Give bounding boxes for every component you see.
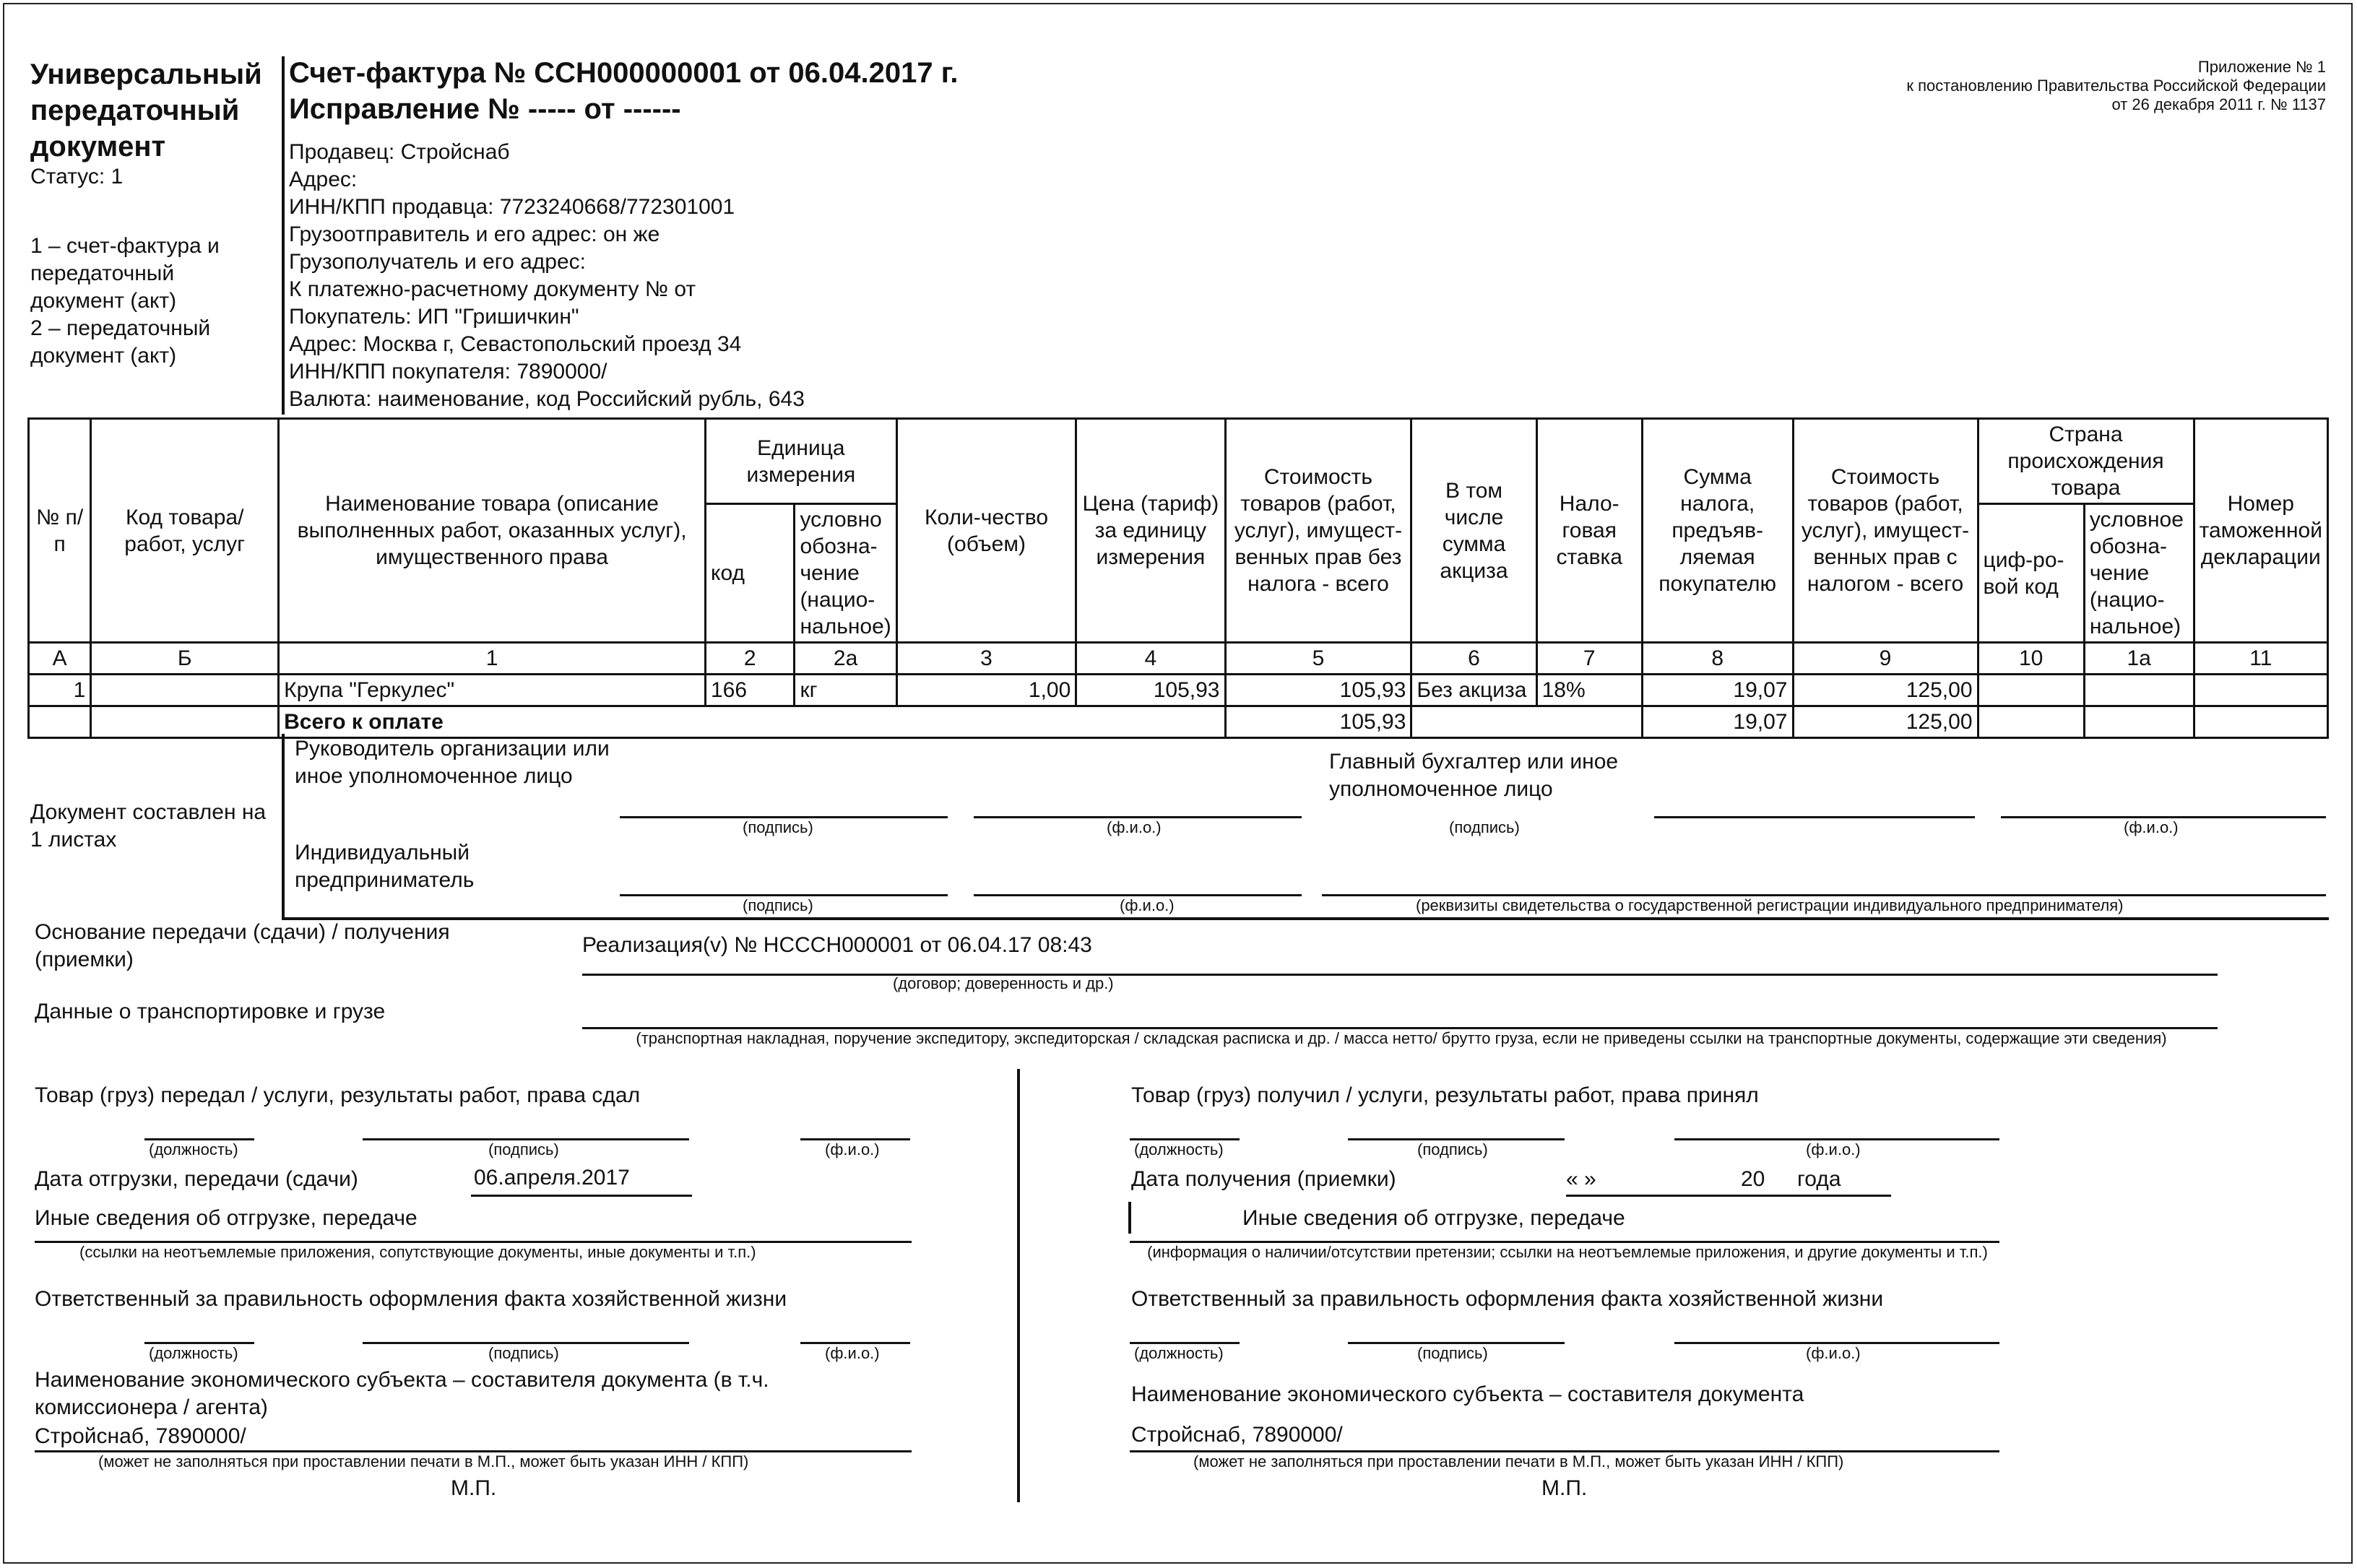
passed-label: Товар (груз) передал / услуги, результаты работ, права сдал — [35, 1083, 641, 1107]
seller-info-line: Покупатель: ИП "Гришичкин" — [289, 305, 579, 329]
index-cell: 4 — [1076, 643, 1225, 675]
seller-info-line: К платежно-расчетному документу № от — [289, 277, 696, 301]
receive-date-line — [1566, 1195, 1891, 1197]
left-other-caption: (ссылки на неотъемлемые приложения, сопутствующие документы, иные документы и т.п.) — [79, 1243, 756, 1261]
receive-date-quotes: « » — [1566, 1167, 1596, 1191]
index-cell: 11 — [2194, 643, 2327, 675]
right-other-info: Иные сведения об отгрузке, передаче — [1242, 1206, 1625, 1230]
header-divider — [282, 56, 285, 415]
basis-label: Основание передачи (сдачи) / получения (приемки) — [35, 920, 450, 971]
basis-value: Реализация(v) № НСССН000001 от 06.04.17 08:43 — [582, 933, 1092, 957]
seller-info-line: Адрес: — [289, 168, 358, 191]
header-customs: Номер таможенной декларации — [2194, 419, 2327, 643]
left-entity-label: Наименование экономического субъекта – составителя документа (в т.ч. комиссионера / агента) — [35, 1368, 769, 1419]
seller-info-line: Продавец: Стройснаб — [289, 140, 510, 164]
header-unit-code: код — [706, 504, 795, 643]
ship-date-line — [471, 1195, 692, 1197]
header-qty: Коли-чество (объем) — [896, 419, 1076, 643]
header-name: Наименование товара (описание выполненных работ, оказанных услуг), имущественного права — [279, 419, 706, 643]
left-resp-position-caption: (должность) — [149, 1344, 238, 1362]
status-label: Статус: 1 — [30, 165, 124, 189]
index-cell: 2а — [795, 643, 896, 675]
seller-info-line: Грузоотправитель и его адрес: он же — [289, 222, 660, 246]
bottom-center-divider — [1017, 1069, 1020, 1502]
chief-sign-line — [1654, 816, 1975, 818]
row-unit-name: кг — [795, 675, 896, 706]
seller-info-line: ИНН/КПП продавца: 7723240668/772301001 — [289, 195, 735, 219]
basis-line — [582, 974, 2218, 976]
index-cell: 5 — [1225, 643, 1411, 675]
header-price: Цена (тариф) за единицу измерения — [1076, 419, 1225, 643]
right-other-marker — [1128, 1202, 1131, 1234]
seller-info-line: ИНН/КПП покупателя: 7890000/ — [289, 360, 607, 384]
head-sign-caption: (подпись) — [743, 818, 813, 836]
total-tax-sum: 19,07 — [1642, 706, 1793, 738]
left-stamp: М.П. — [451, 1476, 497, 1500]
header-unit-name: условно обозна-чение (нацио-нальное) — [795, 504, 896, 643]
transport-caption: (транспортная накладная, поручение экспедитору, экспедиторская / складская расписка и др. / масса нетто/ брутто груза, если не приведены ссылки на транспортные документы, содержащие эти сведения) — [636, 1029, 2167, 1047]
appendix-note: Приложение № 1 к постановлению Правительства Российской Федерации от 26 декабря 2011 г. № 1137 — [1906, 58, 2326, 113]
row-unit-code: 166 — [706, 675, 795, 706]
right-resp-position-caption: (должность) — [1134, 1344, 1224, 1362]
chief-accountant-label: Главный бухгалтер или иное уполномоченное лицо — [1329, 750, 1619, 801]
header-country-name: условное обозна-чение (нацио-нальное) — [2084, 504, 2194, 643]
left-resp-sign-caption: (подпись) — [488, 1344, 559, 1362]
left-resp-fio-caption: (ф.и.о.) — [825, 1344, 880, 1362]
row-price: 105,93 — [1076, 675, 1225, 706]
left-entity-value: Стройснаб, 7890000/ — [35, 1424, 246, 1448]
row-country-code — [1978, 675, 2084, 706]
table-row — [29, 675, 2328, 706]
entrepreneur-label: Индивидуальный предприниматель — [295, 841, 475, 892]
right-entity-caption: (может не заполняться при проставлении печати в М.П., может быть указан ИНН / КПП) — [1193, 1452, 1844, 1470]
receive-date-label: Дата получения (приемки) — [1131, 1167, 1396, 1191]
ip-registration-caption: (реквизиты свидетельства о государственной регистрации индивидуального предпринимателя) — [1416, 896, 2124, 914]
passed-fio-caption: (ф.и.о.) — [825, 1140, 880, 1158]
header-cost-no-tax: Стоимость товаров (работ, услуг), имущест-венных прав без налога - всего — [1225, 419, 1411, 643]
header-cost-with-tax: Стоимость товаров (работ, услуг), имущест-венных прав с налогом - всего — [1793, 419, 1978, 643]
doc-pages-note: Документ составлен на 1 листах — [30, 800, 267, 852]
right-other-caption: (информация о наличии/отсутствии претензии; ссылки на неотъемлемые приложения, и другие документы и т.п.) — [1147, 1243, 1988, 1261]
header-country-code: циф-ро-вой код — [1978, 504, 2084, 643]
chief-fio-caption: (ф.и.о.) — [2124, 818, 2179, 836]
received-fio-caption: (ф.и.о.) — [1806, 1140, 1861, 1158]
ship-date-label: Дата отгрузки, передачи (сдачи) — [35, 1167, 358, 1191]
seller-info-line: Адрес: Москва г, Севастопольский проезд 34 — [289, 332, 742, 356]
header-excise: В том числе сумма акциза — [1411, 419, 1536, 643]
right-entity-label: Наименование экономического субъекта – составителя документа — [1131, 1382, 1804, 1406]
left-entity-caption: (может не заполняться при проставлении печати в М.П., может быть указан ИНН / КПП) — [98, 1452, 749, 1470]
head-fio-caption: (ф.и.о.) — [1107, 818, 1162, 836]
row-rate: 18% — [1536, 675, 1642, 706]
signature-divider — [282, 734, 285, 920]
row-customs — [2194, 675, 2327, 706]
index-cell: Б — [91, 643, 279, 675]
head-label: Руководитель организации или иное уполномоченное лицо — [295, 737, 610, 788]
received-label: Товар (груз) получил / услуги, результаты работ, права принял — [1131, 1083, 1759, 1107]
total-cost-no-tax: 105,93 — [1225, 706, 1411, 738]
right-entity-value: Стройснаб, 7890000/ — [1131, 1423, 1343, 1447]
header-tax-sum: Сумма налога, предъяв-ляемая покупателю — [1642, 419, 1793, 643]
status-notes: 1 – счет-фактура и передаточный документ (акт) 2 – передаточный документ (акт) — [30, 234, 220, 368]
signature-bottom-line — [282, 917, 2329, 920]
ip-fio-caption: (ф.и.о.) — [1120, 896, 1175, 914]
index-cell: 9 — [1793, 643, 1978, 675]
header-code: Код товара/ работ, услуг — [91, 419, 279, 643]
index-cell: 8 — [1642, 643, 1793, 675]
index-cell: 10 — [1978, 643, 2084, 675]
passed-sign-caption: (подпись) — [488, 1140, 559, 1158]
header-unit: Единица измерения — [706, 419, 897, 504]
index-cell: 2 — [706, 643, 795, 675]
row-cost-no-tax: 105,93 — [1225, 675, 1411, 706]
chief-sign-caption: (подпись) — [1449, 818, 1520, 836]
total-cost-with-tax: 125,00 — [1793, 706, 1978, 738]
receive-date-suffix: года — [1797, 1167, 1841, 1191]
right-resp-fio-caption: (ф.и.о.) — [1806, 1344, 1861, 1362]
index-cell: 6 — [1411, 643, 1536, 675]
index-cell: 3 — [896, 643, 1076, 675]
invoice-table — [27, 417, 2329, 739]
invoice-title: Счет-фактура № ССН000000001 от 06.04.2017 г. — [289, 57, 959, 89]
ip-sign-caption: (подпись) — [743, 896, 813, 914]
right-resp-sign-caption: (подпись) — [1417, 1344, 1488, 1362]
row-qty: 1,00 — [896, 675, 1076, 706]
received-sign-caption: (подпись) — [1417, 1140, 1488, 1158]
row-code — [91, 675, 279, 706]
right-stamp: М.П. — [1541, 1476, 1588, 1500]
row-excise: Без акциза — [1411, 675, 1536, 706]
header-country: Страна происхождения товара — [1978, 419, 2194, 504]
header-rate: Нало-говая ставка — [1536, 419, 1642, 643]
index-cell: 7 — [1536, 643, 1642, 675]
row-name: Крупа "Геркулес" — [279, 675, 706, 706]
index-cell: А — [29, 643, 91, 675]
transport-label: Данные о транспортировке и грузе — [35, 1000, 386, 1023]
index-cell: 1 — [279, 643, 706, 675]
received-position-caption: (должность) — [1134, 1140, 1224, 1158]
header-num: № п/п — [29, 419, 91, 643]
row-country-name — [2084, 675, 2194, 706]
left-responsible: Ответственный за правильность оформления факта хозяйственной жизни — [35, 1287, 787, 1311]
total-label: Всего к оплате — [279, 706, 1225, 738]
total-row — [29, 706, 2328, 738]
row-cost-with-tax: 125,00 — [1793, 675, 1978, 706]
ship-date-value: 06.апреля.2017 — [474, 1166, 630, 1190]
passed-position-caption: (должность) — [149, 1140, 238, 1158]
seller-info-line: Валюта: наименование, код Российский рубль, 643 — [289, 387, 805, 411]
document-type-title: Универсальный передаточный документ — [30, 59, 262, 163]
correction-title: Исправление № ----- от ------ — [289, 93, 681, 125]
row-num: 1 — [29, 675, 91, 706]
seller-info-block — [289, 139, 805, 413]
left-other-info: Иные сведения об отгрузке, передаче — [35, 1206, 418, 1230]
basis-caption: (договор; доверенность и др.) — [893, 974, 1114, 992]
receive-date-year: 20 — [1741, 1167, 1765, 1191]
seller-info-line: Грузополучатель и его адрес: — [289, 250, 586, 274]
row-tax-sum: 19,07 — [1642, 675, 1793, 706]
index-cell: 1а — [2084, 643, 2194, 675]
right-responsible: Ответственный за правильность оформления факта хозяйственной жизни — [1131, 1287, 1884, 1311]
